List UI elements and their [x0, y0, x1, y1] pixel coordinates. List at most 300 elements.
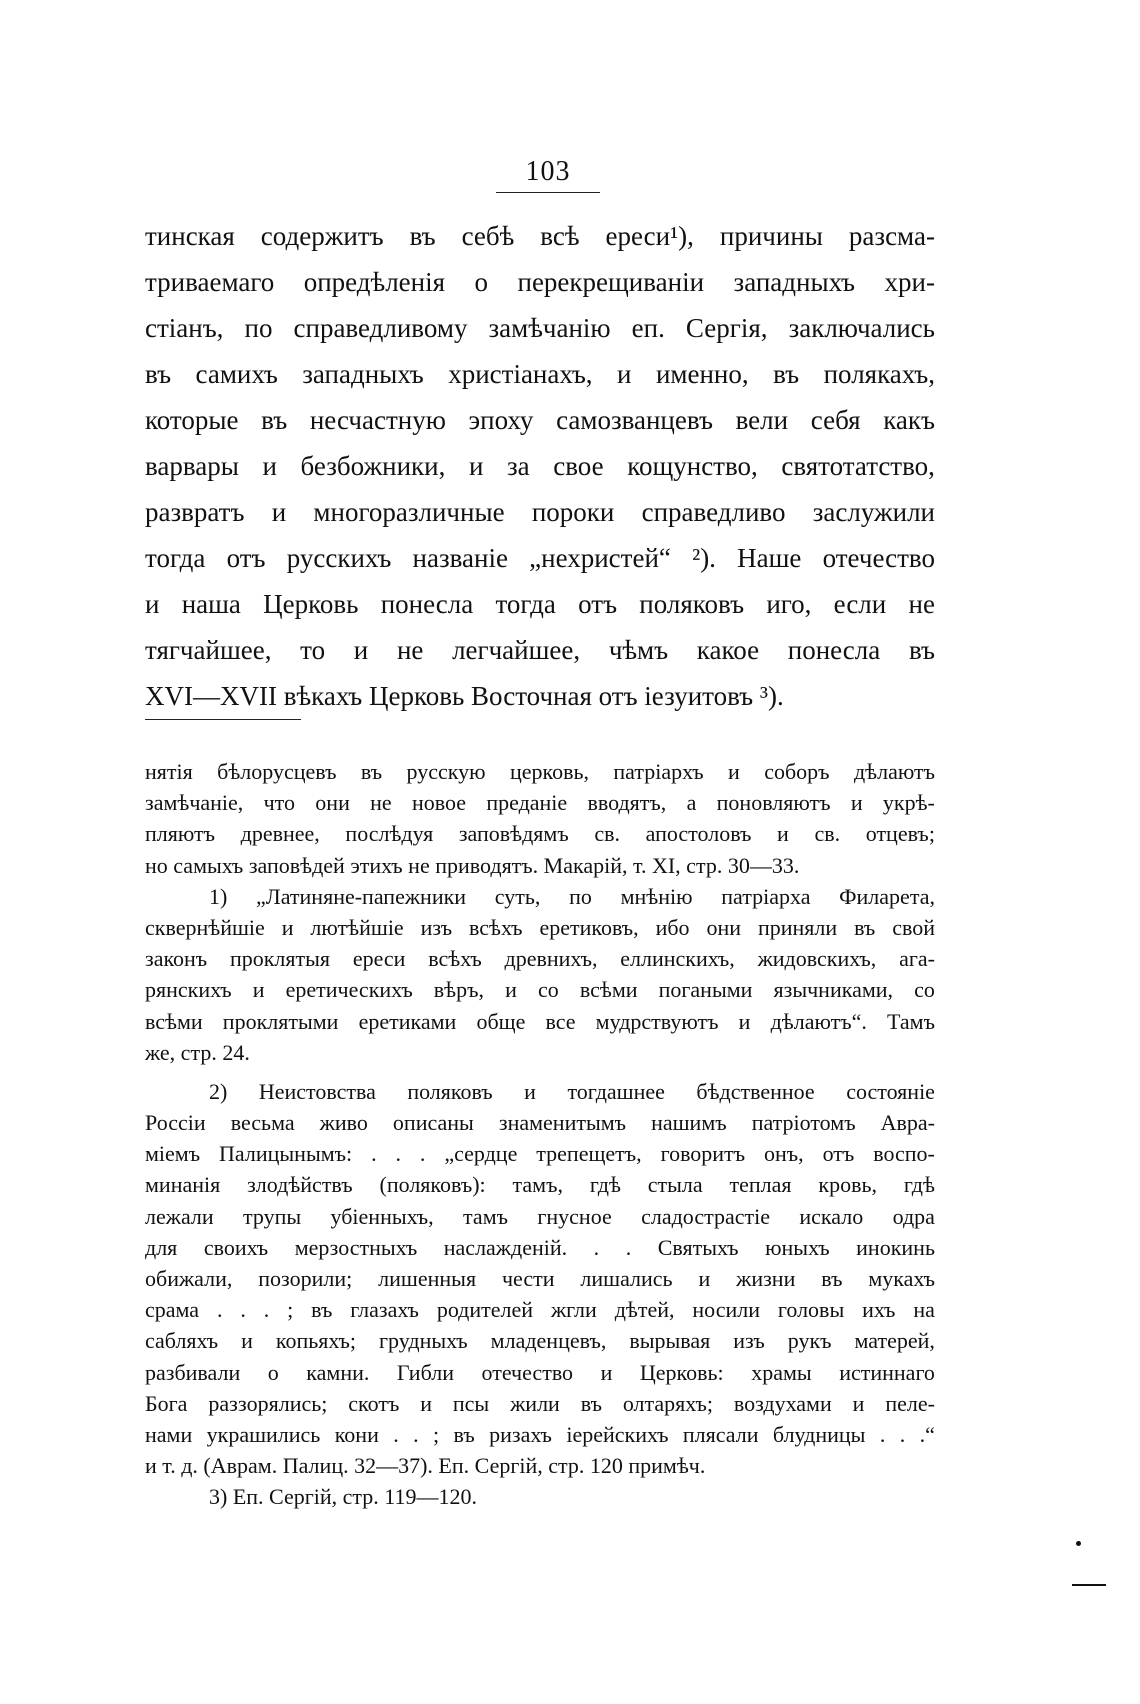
word: копьяхъ; [275, 1328, 357, 1354]
word: вырывая [629, 1328, 711, 1354]
word: и [728, 759, 740, 784]
word: наслажденій. [443, 1234, 568, 1260]
word: воспо- [873, 1141, 935, 1167]
word: своихъ [203, 1234, 269, 1260]
word: о [474, 267, 489, 297]
word: понесла [380, 589, 474, 619]
margin-mark [1072, 1584, 1106, 1586]
word: трупы [243, 1203, 302, 1229]
word: 2) [209, 1078, 228, 1104]
main-text-line [145, 489, 935, 535]
word: отечество [481, 1359, 574, 1385]
word: нами [145, 1421, 193, 1447]
footnote-line [145, 1232, 935, 1263]
word: ²). [692, 543, 716, 573]
footnote-line: 3) Еп. Сергій, стр. 119—120. [209, 1484, 477, 1510]
word: . [240, 1297, 246, 1323]
word: для [145, 1234, 178, 1260]
word: искало [799, 1203, 864, 1229]
word: св. [814, 821, 841, 847]
word: о [267, 1359, 279, 1385]
word: стіанъ, [145, 313, 224, 343]
word: тягчайшее, [145, 635, 272, 665]
word: головы [777, 1297, 845, 1323]
word: тогдашнее [567, 1078, 665, 1104]
word: наша [181, 589, 241, 619]
footnote-line [145, 756, 935, 787]
word: въ [854, 914, 876, 940]
word: пляютъ [145, 821, 216, 847]
main-text-line [145, 627, 935, 673]
word: . [393, 1421, 399, 1447]
word: и [852, 1390, 865, 1416]
word: тамъ [463, 1203, 508, 1229]
word: древнихъ, [504, 946, 598, 972]
word: знаменитымъ [498, 1110, 627, 1136]
word: теплая [729, 1172, 792, 1198]
word: всѣхъ [428, 946, 482, 972]
word: . [395, 1141, 401, 1167]
word: проклятыми [222, 1008, 339, 1034]
word: еретическихъ [285, 977, 413, 1003]
word: кровь, [818, 1172, 878, 1198]
word: Филарета, [839, 883, 935, 909]
word: изъ [420, 914, 453, 940]
word: и [281, 914, 294, 940]
word: лежали [145, 1203, 214, 1229]
footnote-line [145, 1263, 935, 1294]
word: приняли [757, 914, 838, 940]
word: онъ, [764, 1141, 804, 1167]
main-text-line [145, 351, 935, 397]
word: они [706, 914, 742, 940]
word: . [419, 1141, 426, 1167]
word: раззорялись; [208, 1390, 328, 1416]
word: какое [696, 635, 760, 665]
word: триваемаго [145, 267, 275, 297]
word: . [879, 1421, 886, 1447]
word: еретиковъ, [539, 914, 639, 940]
word: святотатство, [781, 451, 935, 481]
footnote-line: и т. д. (Аврам. Палиц. 32—37). Еп. Сергій, стр. 120 примѣч. [145, 1453, 706, 1479]
word: за [506, 451, 530, 481]
word: олтаряхъ; [622, 1390, 713, 1416]
main-text-line [145, 397, 935, 443]
word: свой [892, 914, 935, 940]
word: въ [773, 359, 800, 389]
page-number: 103 [525, 156, 571, 187]
word: мерзостныхъ [294, 1234, 418, 1260]
word: въ [580, 1390, 602, 1416]
word: безбожники, [300, 451, 446, 481]
footnote-line [145, 974, 935, 1005]
word: жили [510, 1390, 560, 1416]
word: сладострастіе [641, 1203, 771, 1229]
word: а [686, 790, 697, 816]
word: грудныхъ [379, 1328, 468, 1354]
word: и [420, 1390, 432, 1416]
word: себѣ [461, 221, 515, 251]
word: перекрещиваніи [517, 267, 705, 297]
word: въ [821, 1266, 843, 1291]
footnote-gap [145, 1068, 935, 1076]
word: отъ [226, 543, 266, 573]
word: (поляковъ): [379, 1172, 486, 1198]
word: отцевъ; [865, 821, 935, 847]
word: изъ [733, 1328, 765, 1354]
word: соборъ [764, 759, 830, 784]
word: новое [411, 790, 467, 816]
word: и [468, 451, 484, 481]
word: ереси [352, 946, 406, 972]
word: заслужили [812, 497, 935, 527]
word: причины [719, 221, 823, 251]
word: инокинь [856, 1234, 935, 1260]
word: суть, [494, 883, 541, 909]
word: гнусное [537, 1203, 612, 1229]
word: еллинскихъ, [620, 946, 735, 972]
word: западныхъ [302, 359, 424, 389]
word: справедливому [293, 313, 468, 343]
word: хри- [884, 267, 935, 297]
word: всѣми [145, 1008, 203, 1034]
word: юныхъ [765, 1234, 830, 1260]
word: если [833, 589, 887, 619]
word: кощунство, [627, 451, 758, 481]
header-rule [496, 192, 600, 193]
word: всѣми [579, 977, 638, 1003]
word: срама [145, 1297, 200, 1323]
word: ; [433, 1421, 440, 1447]
word: описаны [392, 1110, 474, 1136]
word: обижали, [145, 1266, 233, 1291]
word: въ [311, 1297, 333, 1323]
word: ихъ [862, 1297, 896, 1323]
word: и [524, 1078, 536, 1104]
word: въ [261, 405, 288, 435]
word: родителей [436, 1297, 534, 1323]
word: и [252, 977, 265, 1003]
word: еретиками [358, 1008, 457, 1034]
word: многоразличные [313, 497, 505, 527]
word: состояніе [846, 1078, 935, 1104]
word: патріархъ [613, 759, 704, 784]
word: свое [553, 451, 604, 481]
word: Церковь: [639, 1359, 724, 1385]
word: и [738, 1008, 751, 1034]
word: Церковь [263, 589, 359, 619]
footnote-line [145, 1357, 935, 1388]
footnote-line [145, 1419, 935, 1450]
word: и [262, 451, 277, 481]
word: Палицынымъ: [219, 1141, 353, 1167]
word: церковь, [509, 759, 589, 784]
word: лишались [580, 1266, 673, 1291]
footnote-line [145, 818, 935, 849]
word: мнѣнію [620, 883, 693, 909]
word: одра [892, 1203, 935, 1229]
word: Россіи [145, 1110, 206, 1136]
main-text-line [145, 443, 935, 489]
word: сабляхъ [145, 1328, 219, 1354]
footnote-line: но самыхъ заповѣдей этихъ не приводятъ. Макарій, т. XI, стр. 30—33. [145, 852, 800, 878]
word: въ [453, 1421, 475, 1447]
word: и [600, 1359, 613, 1385]
word: дѣтей, [614, 1297, 675, 1323]
word: себя [810, 405, 861, 435]
word: и [777, 821, 789, 847]
footnote-3 [145, 1481, 935, 1512]
word: со [914, 977, 935, 1003]
word: поляковъ [639, 589, 745, 619]
word: какъ [883, 405, 935, 435]
word: чѣмъ [608, 635, 669, 665]
word: проклятыя [229, 946, 331, 972]
word: матерей, [854, 1328, 935, 1354]
word: поляковъ [407, 1078, 493, 1104]
word: ага- [899, 946, 935, 972]
word: „нехристей“ [529, 543, 671, 573]
word: древнее, [240, 821, 320, 847]
word: ризахъ [489, 1421, 552, 1447]
footnote-line [145, 1138, 935, 1169]
footnote-line [145, 943, 935, 974]
word: гдѣ [903, 1172, 935, 1198]
word: дѣлаютъ [853, 759, 935, 784]
word: все [545, 1008, 576, 1034]
word: замѣчанію [488, 313, 611, 343]
word: тинская [145, 221, 235, 251]
word: апостоловъ [645, 821, 752, 847]
word: законъ [145, 946, 208, 972]
word: . [263, 1297, 270, 1323]
word: преданіе [486, 790, 568, 816]
word: бѣдственное [696, 1078, 815, 1104]
footnote-continuation [145, 756, 935, 881]
word: обще [476, 1008, 526, 1034]
word: тогда [495, 589, 556, 619]
word: русскую [406, 759, 486, 784]
word: ереси¹), [605, 221, 694, 251]
word: не [908, 589, 935, 619]
word: опредѣленія [303, 267, 446, 297]
main-text-line [145, 213, 935, 259]
word: и [850, 790, 863, 816]
word: развратъ [145, 497, 245, 527]
word: и [505, 977, 517, 1003]
word: св. [594, 821, 620, 847]
word: жидовскихъ, [757, 946, 877, 972]
word: рукъ [787, 1328, 832, 1354]
word: по [569, 883, 592, 909]
word: іерейскихъ [566, 1421, 669, 1447]
word: понесла [787, 635, 881, 665]
word: и [353, 635, 369, 665]
word: . [216, 1297, 223, 1323]
main-text-line [145, 259, 935, 305]
footnote-line: же, стр. 24. [145, 1039, 250, 1065]
word: что [263, 790, 295, 816]
footnote-2 [145, 1076, 935, 1481]
word: вели [735, 405, 789, 435]
word: тамъ, [512, 1172, 563, 1198]
word: ; [287, 1297, 294, 1323]
word: и [145, 589, 160, 619]
word: . [593, 1234, 600, 1260]
word: заповѣдямъ [458, 821, 569, 847]
margin-dot [1076, 1541, 1081, 1546]
word: Святыхъ [657, 1234, 739, 1260]
word: пеле- [885, 1390, 935, 1416]
word: вѣръ, [433, 977, 485, 1003]
word: вводятъ, [587, 790, 667, 816]
word: разсма- [848, 221, 935, 251]
footnote-line [145, 1107, 935, 1138]
word: отъ [822, 1141, 855, 1167]
word: носили [692, 1297, 760, 1323]
word: содержитъ [260, 221, 384, 251]
footnote-rule [145, 719, 301, 720]
word: плясали [682, 1421, 759, 1447]
word: міемъ [145, 1141, 201, 1167]
main-text-line [145, 535, 935, 581]
word: въ [145, 359, 172, 389]
word: позорили; [258, 1266, 353, 1291]
word: послѣдуя [345, 821, 434, 847]
word: отъ [578, 589, 618, 619]
word: „Латиняне-папежники [256, 883, 467, 909]
word: самихъ [195, 359, 278, 389]
word: Гибли [396, 1359, 454, 1385]
word: тогда [145, 543, 206, 573]
word: нашимъ [651, 1110, 727, 1136]
word: . [413, 1421, 419, 1447]
word: ибо [655, 914, 690, 940]
word: не [396, 635, 424, 665]
word: мудрствуютъ [595, 1008, 719, 1034]
footnote-line [145, 1169, 935, 1200]
word: Авра- [880, 1110, 935, 1136]
word: воздухами [733, 1390, 832, 1416]
word: не [370, 790, 392, 816]
word: разбивали [145, 1359, 241, 1385]
word: всѣхъ [469, 914, 523, 940]
footnote-line [145, 1388, 935, 1419]
word: „сердце [444, 1141, 518, 1167]
word: лютѣйшіе [310, 914, 404, 940]
word: именно, [655, 359, 749, 389]
word: гдѣ [589, 1172, 621, 1198]
word: жгли [550, 1297, 597, 1323]
word: справедливо [641, 497, 786, 527]
word: и [617, 359, 632, 389]
word: нятія [145, 759, 193, 784]
footnote-line [145, 787, 935, 818]
word: которые [145, 405, 239, 435]
footnote-line [145, 912, 935, 943]
word: патріарха [721, 883, 811, 909]
word: . [371, 1141, 377, 1167]
word: .“ [919, 1421, 935, 1447]
word: несчастную [309, 405, 446, 435]
main-text-line [145, 305, 935, 351]
word: говоритъ [660, 1141, 746, 1167]
word: . [625, 1234, 632, 1260]
word: полякахъ, [823, 359, 935, 389]
word: кони [334, 1421, 379, 1447]
word: живо [319, 1110, 368, 1136]
word: еп. [631, 313, 665, 343]
word: дѣлаютъ“. [770, 1008, 867, 1034]
word: всѣ [540, 221, 580, 251]
word: украшились [206, 1421, 321, 1447]
word: Наше [737, 543, 802, 573]
word: 1) [209, 883, 228, 909]
word: Бога [145, 1390, 188, 1416]
word: жизни [736, 1266, 796, 1291]
word: названіе [412, 543, 508, 573]
word: на [913, 1297, 935, 1323]
word: блудницы [772, 1421, 866, 1447]
main-text [145, 213, 935, 719]
word: и [271, 497, 287, 527]
word: легчайшее, [452, 635, 581, 665]
word: язычниками, [773, 977, 894, 1003]
word: христіанахъ, [448, 359, 593, 389]
word: они [315, 790, 350, 816]
word: отечество [822, 543, 935, 573]
word: по [244, 313, 273, 343]
footnote-line [145, 1006, 935, 1037]
word: Тамъ [887, 1008, 935, 1034]
word: Сергія, [685, 313, 768, 343]
footnote-line [145, 1076, 935, 1107]
word: самозванцевъ [556, 405, 713, 435]
word: Неистовства [258, 1078, 376, 1104]
footnotes [145, 756, 935, 1513]
word: въ [409, 221, 436, 251]
word: рянскихъ [145, 977, 232, 1003]
word: мукахъ [868, 1266, 935, 1291]
main-text-line [145, 581, 935, 627]
word: и [241, 1328, 253, 1354]
main-text-line: XVI—XVII вѣкахъ Церковь Восточная отъ іезуитовъ ³). [145, 681, 784, 711]
word: злодѣйствъ [247, 1172, 353, 1198]
footnote-line [145, 1294, 935, 1325]
word: чести [501, 1266, 555, 1291]
word: лишенныя [378, 1266, 477, 1291]
footnote-1 [145, 881, 935, 1068]
word: и [698, 1266, 711, 1291]
word: поновляютъ [716, 790, 831, 816]
word: минанія [145, 1172, 221, 1198]
word: храмы [751, 1359, 812, 1385]
word: убіенныхъ, [330, 1203, 434, 1229]
word: . [899, 1421, 906, 1447]
word: сквернѣйшіе [145, 914, 265, 940]
word: истиннаго [839, 1359, 935, 1385]
word: стыла [647, 1172, 703, 1198]
word: заключались [788, 313, 935, 343]
word: глазахъ [350, 1297, 419, 1323]
word: пороки [531, 497, 615, 527]
word: бѣлорусцевъ [217, 759, 337, 784]
word: варвары [145, 451, 239, 481]
word: патріотомъ [751, 1110, 856, 1136]
word: весьма [230, 1110, 295, 1136]
word: укрѣ- [882, 790, 935, 816]
word: въ [908, 635, 935, 665]
